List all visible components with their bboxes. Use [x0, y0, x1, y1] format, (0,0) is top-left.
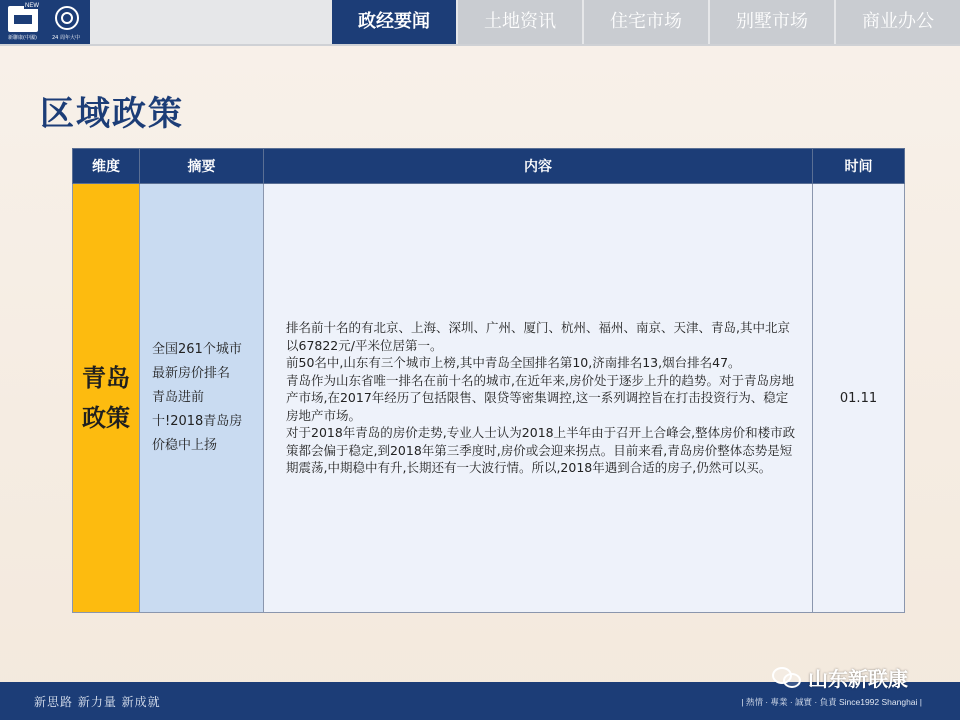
summary-line: 最新房价排名 — [152, 366, 231, 381]
dimension-line: 青岛 — [82, 364, 130, 392]
tab-politics-economy[interactable]: 政经要闻 — [332, 0, 456, 44]
column-header-content: 内容 — [264, 149, 813, 184]
main-nav — [330, 0, 960, 44]
column-header-summary: 摘要 — [140, 149, 264, 184]
tab-commercial-office[interactable]: 商业办公 — [836, 0, 960, 44]
new-logo-icon — [8, 3, 39, 32]
policy-table — [72, 148, 905, 613]
time-cell: 01.11 — [813, 184, 905, 613]
footer-slogan: 新思路 新力量 新成就 — [34, 695, 161, 709]
table-row — [73, 184, 905, 613]
tab-land-info[interactable]: 土地资讯 — [458, 0, 582, 44]
tab-villa-market[interactable]: 别墅市场 — [710, 0, 834, 44]
column-header-time: 时间 — [813, 149, 905, 184]
summary-line: 全国261个城市 — [152, 342, 242, 357]
summary-line: 十!2018青岛房 — [152, 414, 243, 429]
page-title: 区域政策 — [40, 94, 184, 134]
top-bar — [0, 0, 960, 44]
dimension-line: 政策 — [82, 404, 130, 432]
tab-residential-market[interactable]: 住宅市场 — [584, 0, 708, 44]
content-paragraph: 对于2018年青岛的房价走势,专业人士认为2018上半年由于召开上合峰会,整体房价和楼市政策都会偏于稳定,到2018年第三季度时,房价或会迎来拐点。目前来看,青岛房价整体态势是短期震荡,中期稳中有升,长期还有一大波行情。所以,2018年遇到合适的房子,仍然可以买。 — [286, 425, 796, 476]
logo-caption-right: 24 周年大中 — [52, 35, 80, 41]
watermark — [772, 660, 908, 694]
content-cell — [264, 184, 813, 613]
wechat-icon — [772, 665, 802, 689]
content-paragraph: 前50名中,山东有三个城市上榜,其中青岛全国排名第10,济南排名13,烟台排名47。 — [286, 355, 741, 371]
summary-line: 价稳中上扬 — [152, 438, 218, 453]
header-divider — [0, 44, 960, 46]
content-paragraph: 排名前十名的有北京、上海、深圳、广州、厦门、杭州、福州、南京、天津、青岛,其中北京以67822元/平米位居第一。 — [286, 320, 790, 353]
column-header-dimension: 维度 — [73, 149, 140, 184]
logo-badge: NEW — [25, 3, 39, 9]
dimension-cell — [73, 184, 140, 613]
table-header-row — [73, 149, 905, 184]
summary-line: 青岛进前 — [152, 390, 205, 405]
content-paragraph: 青岛作为山东省唯一排名在前十名的城市,在近年来,房价处于逐步上升的趋势。对于青岛房地产市场,在2017年经历了包括限售、限贷等密集调控,这一系列调控旨在打击投资行为、稳定房地产市场。 — [286, 372, 794, 423]
logo-caption-left: 新聯康(中國) — [8, 35, 37, 41]
brand-logo[interactable] — [0, 0, 90, 44]
footer-motto: | 熱情 · 專業 · 誠實 · 負責 Since1992 Shanghai | — [741, 697, 922, 707]
watermark-text: 山东新联康 — [808, 666, 908, 691]
globe-logo-icon — [55, 6, 79, 30]
summary-cell — [140, 184, 264, 613]
